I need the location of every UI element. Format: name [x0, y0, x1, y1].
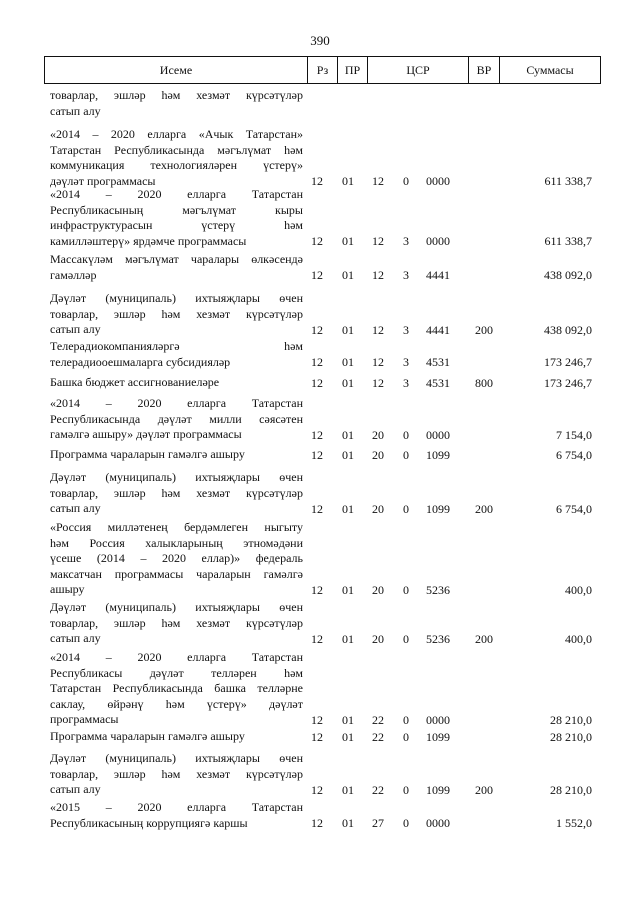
cell-pr: 01	[342, 355, 354, 369]
cell-sum: 611 338,7	[544, 234, 592, 248]
cell-pr: 01	[342, 782, 354, 797]
cell-sum: 28 210,0	[550, 712, 592, 727]
cell-csr-program: 20	[372, 631, 384, 646]
cell-rz: 12	[311, 782, 323, 797]
table-row	[0, 800, 640, 831]
cell-csr-direction: 1099	[426, 782, 450, 797]
cell-vr: 200	[475, 322, 493, 337]
cell-sum: 611 338,7	[544, 174, 592, 188]
cell-rz: 12	[311, 447, 323, 462]
table-row	[0, 447, 640, 463]
description-line: «2014 – 2020 елларга Татарстан	[50, 187, 303, 201]
description-line: Программа чараларын гамәлгә ашыру	[50, 447, 245, 461]
cell-sum: 173 246,7	[544, 375, 592, 390]
cell-csr-subprogram: 3	[403, 375, 409, 390]
table-row	[0, 375, 640, 391]
description-line: Татарстан Республикасында башка телләрне	[50, 681, 303, 695]
header-pr: ПР	[337, 57, 367, 83]
cell-vr: 200	[475, 501, 493, 516]
cell-sum: 28 210,0	[550, 729, 592, 744]
description-line: Башка бюджет ассигнованиеләре	[50, 375, 220, 389]
cell-csr-direction: 4441	[426, 322, 450, 337]
description-line: товарлар, эшләр һәм хезмәт күрсәтүләр	[50, 485, 303, 500]
cell-csr-direction: 0000	[426, 427, 450, 442]
description-line: саклау, өйрәнү һәм үстерү» дәүләт	[50, 696, 303, 711]
cell-csr-subprogram: 0	[403, 631, 409, 646]
description-line: товарлар, эшләр һәм хезмәт күрсәтүләр	[50, 306, 303, 321]
description-line: «2015 – 2020 елларга Татарстан	[50, 800, 303, 814]
table-row	[0, 470, 640, 517]
table-row	[0, 187, 640, 249]
table-row	[0, 127, 640, 189]
description-line: «2014 – 2020 елларга «Ачык Татарстан»	[50, 127, 303, 141]
cell-pr: 01	[342, 729, 354, 744]
row-description	[50, 252, 303, 283]
cell-csr-direction: 0000	[426, 816, 450, 830]
header-rz: Рз	[307, 57, 337, 83]
cell-pr: 01	[342, 631, 354, 646]
cell-csr-subprogram: 0	[403, 782, 409, 797]
row-description	[50, 88, 303, 119]
row-description	[50, 187, 303, 249]
cell-csr-subprogram: 0	[403, 501, 409, 516]
description-line: сатып алу	[50, 631, 101, 645]
cell-csr-program: 20	[372, 447, 384, 462]
row-description	[50, 520, 303, 598]
table-row	[0, 339, 640, 370]
cell-pr: 01	[342, 174, 354, 188]
cell-csr-program: 20	[372, 582, 384, 597]
cell-sum: 1 552,0	[556, 816, 592, 830]
table-row	[0, 252, 640, 283]
cell-pr: 01	[342, 501, 354, 516]
description-line: Дәүләт (муниципаль) ихтыяҗлары өчен	[50, 470, 303, 484]
header-sum: Суммасы	[499, 57, 600, 83]
cell-csr-direction: 1099	[426, 729, 450, 744]
table-row	[0, 88, 640, 119]
description-line: Республикасында дәүләт милли сәясәтен	[50, 411, 303, 426]
description-line: сатып алу	[50, 782, 101, 796]
description-line: «Россия милләтенең бердәмлеген ныгыту	[50, 520, 303, 534]
table-row	[0, 520, 640, 598]
description-line: Татарстан Республикасында мәгълүмат һәм	[50, 142, 303, 157]
cell-csr-direction: 0000	[426, 174, 450, 188]
row-description	[50, 375, 303, 391]
cell-pr: 01	[342, 427, 354, 442]
description-line: Массакүләм мәгълүмат чаралары өлкәсендә	[50, 252, 303, 266]
cell-csr-direction: 4531	[426, 375, 450, 390]
cell-csr-program: 22	[372, 729, 384, 744]
cell-sum: 6 754,0	[556, 447, 592, 462]
cell-csr-program: 12	[372, 322, 384, 337]
cell-csr-subprogram: 0	[403, 816, 409, 830]
row-description	[50, 291, 303, 338]
table-row	[0, 396, 640, 443]
description-line: «2014 – 2020 елларга Татарстан	[50, 396, 303, 410]
description-line: товарлар, эшләр һәм хезмәт күрсәтүләр	[50, 88, 303, 102]
cell-csr-program: 27	[372, 816, 384, 830]
cell-rz: 12	[311, 816, 323, 830]
cell-csr-direction: 5236	[426, 582, 450, 597]
cell-csr-program: 12	[372, 234, 384, 248]
table-row	[0, 751, 640, 798]
cell-csr-program: 12	[372, 268, 384, 282]
cell-csr-subprogram: 3	[403, 322, 409, 337]
description-line: Республикасы дәүләт телләрен һәм	[50, 665, 303, 680]
cell-pr: 01	[342, 582, 354, 597]
cell-pr: 01	[342, 816, 354, 830]
description-line: һәм Россия халыкларының этномәдәни	[50, 535, 303, 550]
cell-csr-subprogram: 3	[403, 268, 409, 282]
header-name: Исеме	[159, 63, 193, 77]
cell-sum: 173 246,7	[544, 355, 592, 369]
description-line: ашыру	[50, 582, 85, 596]
description-line: товарлар, эшләр һәм хезмәт күрсәтүләр	[50, 766, 303, 781]
table-row	[0, 729, 640, 745]
row-description	[50, 729, 303, 745]
cell-csr-subprogram: 0	[403, 712, 409, 727]
table-row	[0, 650, 640, 728]
header-csr: ЦСР	[367, 57, 468, 83]
cell-sum: 7 154,0	[556, 427, 592, 442]
table-header	[44, 56, 601, 84]
cell-sum: 6 754,0	[556, 501, 592, 516]
cell-csr-direction: 0000	[426, 234, 450, 248]
table-row	[0, 600, 640, 647]
cell-csr-subprogram: 0	[403, 729, 409, 744]
cell-rz: 12	[311, 322, 323, 337]
row-description	[50, 470, 303, 517]
cell-sum: 400,0	[565, 631, 592, 646]
description-line: Дәүләт (муниципаль) ихтыяҗлары өчен	[50, 291, 303, 305]
cell-csr-direction: 5236	[426, 631, 450, 646]
cell-csr-subprogram: 0	[403, 427, 409, 442]
row-description	[50, 127, 303, 189]
cell-csr-subprogram: 0	[403, 582, 409, 597]
row-description	[50, 447, 303, 463]
row-description	[50, 800, 303, 831]
table-row	[0, 291, 640, 338]
cell-sum: 438 092,0	[544, 322, 592, 337]
cell-rz: 12	[311, 375, 323, 390]
cell-vr: 200	[475, 631, 493, 646]
cell-rz: 12	[311, 355, 323, 369]
cell-csr-program: 20	[372, 501, 384, 516]
cell-rz: 12	[311, 427, 323, 442]
cell-pr: 01	[342, 447, 354, 462]
cell-rz: 12	[311, 174, 323, 188]
cell-rz: 12	[311, 582, 323, 597]
description-line: гамәлләр	[50, 267, 97, 282]
description-line: Телерадиокомпанияләргә һәм	[50, 339, 303, 353]
cell-csr-direction: 1099	[426, 447, 450, 462]
cell-sum: 400,0	[565, 582, 592, 597]
description-line: Дәүләт (муниципаль) ихтыяҗлары өчен	[50, 751, 303, 765]
page-number: 390	[310, 33, 330, 48]
description-line: үсеше (2014 – 2020 еллар)» федераль	[50, 551, 303, 565]
description-line: максатчан программасы чараларын гамәлгә	[50, 566, 303, 581]
description-line: сатып алу	[50, 103, 101, 118]
cell-pr: 01	[342, 234, 354, 248]
description-line: программасы	[50, 712, 119, 726]
description-line: Программа чараларын гамәлгә ашыру	[50, 729, 245, 743]
cell-csr-subprogram: 0	[403, 447, 409, 462]
description-line: камилләштерү» ярдәмче программасы	[50, 233, 247, 248]
description-line: Республикасының коррупциягә каршы	[50, 815, 248, 830]
cell-rz: 12	[311, 631, 323, 646]
cell-csr-direction: 4441	[426, 268, 450, 282]
cell-pr: 01	[342, 268, 354, 282]
cell-csr-direction: 4531	[426, 355, 450, 369]
row-description	[50, 339, 303, 370]
description-line: коммуникация технологияләрен үстерү»	[50, 158, 303, 172]
cell-csr-program: 22	[372, 712, 384, 727]
row-description	[50, 600, 303, 647]
description-line: «2014 – 2020 елларга Татарстан	[50, 650, 303, 664]
cell-rz: 12	[311, 234, 323, 248]
description-line: телерадиооешмаларга субсидияләр	[50, 354, 231, 369]
cell-vr: 800	[475, 375, 493, 390]
cell-csr-subprogram: 3	[403, 355, 409, 369]
cell-csr-program: 12	[372, 355, 384, 369]
cell-csr-subprogram: 0	[403, 174, 409, 188]
row-description	[50, 751, 303, 798]
description-line: дәүләт программасы	[50, 173, 156, 188]
description-line: сатып алу	[50, 322, 101, 336]
cell-sum: 28 210,0	[550, 782, 592, 797]
description-line: сатып алу	[50, 501, 101, 515]
cell-csr-direction: 0000	[426, 712, 450, 727]
cell-pr: 01	[342, 322, 354, 337]
cell-csr-direction: 1099	[426, 501, 450, 516]
cell-csr-program: 20	[372, 427, 384, 442]
row-description	[50, 650, 303, 728]
cell-rz: 12	[311, 268, 323, 282]
row-description	[50, 396, 303, 443]
cell-csr-subprogram: 3	[403, 234, 409, 248]
description-line: инфраструктурасын үстерү һәм	[50, 218, 303, 232]
cell-csr-program: 12	[372, 174, 384, 188]
cell-pr: 01	[342, 375, 354, 390]
description-line: товарлар, эшләр һәм хезмәт күрсәтүләр	[50, 615, 303, 630]
cell-rz: 12	[311, 729, 323, 744]
header-vr: ВР	[468, 57, 499, 83]
cell-rz: 12	[311, 501, 323, 516]
description-line: гамәлгә ашыру» дәүләт программасы	[50, 427, 242, 441]
cell-csr-program: 22	[372, 782, 384, 797]
cell-rz: 12	[311, 712, 323, 727]
description-line: Дәүләт (муниципаль) ихтыяҗлары өчен	[50, 600, 303, 614]
description-line: Республикасының мәгълүмат кыры	[50, 202, 303, 217]
cell-csr-program: 12	[372, 375, 384, 390]
cell-vr: 200	[475, 782, 493, 797]
cell-sum: 438 092,0	[544, 268, 592, 282]
cell-pr: 01	[342, 712, 354, 727]
